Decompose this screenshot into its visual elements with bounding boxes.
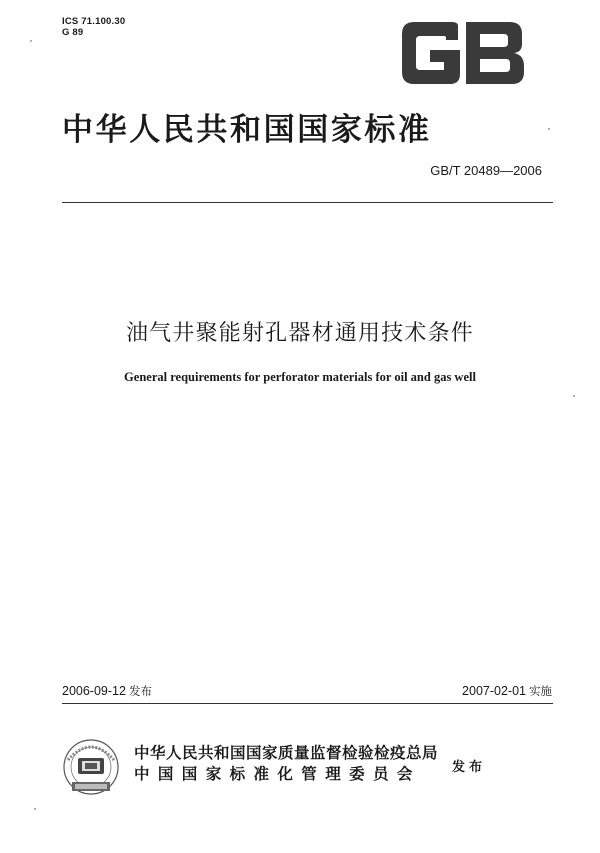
scan-speck (573, 395, 575, 397)
scan-speck (34, 808, 36, 810)
standard-category-title: 中华人民共和国国家标准 (62, 112, 432, 148)
issuer-aqsiq: 中华人民共和国国家质量监督检验检疫总局 (134, 744, 439, 762)
publish-label: 发布 (452, 760, 487, 775)
issue-date-line (62, 683, 152, 699)
implement-date-line (462, 683, 552, 699)
scan-speck (30, 40, 32, 42)
scan-speck (548, 128, 550, 130)
issuer-sac: 中国国家标准化管理委员会 (134, 765, 421, 783)
ccs-code: G 89 (62, 27, 84, 38)
standard-number: GB/T 20489—2006 (430, 163, 542, 178)
issue-label: 发布 (128, 684, 152, 698)
bottom-divider (62, 703, 553, 704)
issuing-authorities (134, 743, 438, 785)
anti-counterfeit-seal (62, 738, 120, 802)
ics-code: ICS 71.100.30 (62, 16, 126, 27)
chinese-title: 油气井聚能射孔器材通用技术条件 (125, 321, 474, 346)
implement-label: 实施 (529, 684, 552, 698)
top-divider (62, 202, 553, 203)
gb-logo (402, 22, 524, 84)
english-title: General requirements for perforator materials for oil and gas well (124, 370, 476, 384)
classification-codes (62, 16, 125, 38)
issue-date: 2006-09-12 (62, 684, 126, 698)
implement-date: 2007-02-01 (462, 684, 526, 698)
